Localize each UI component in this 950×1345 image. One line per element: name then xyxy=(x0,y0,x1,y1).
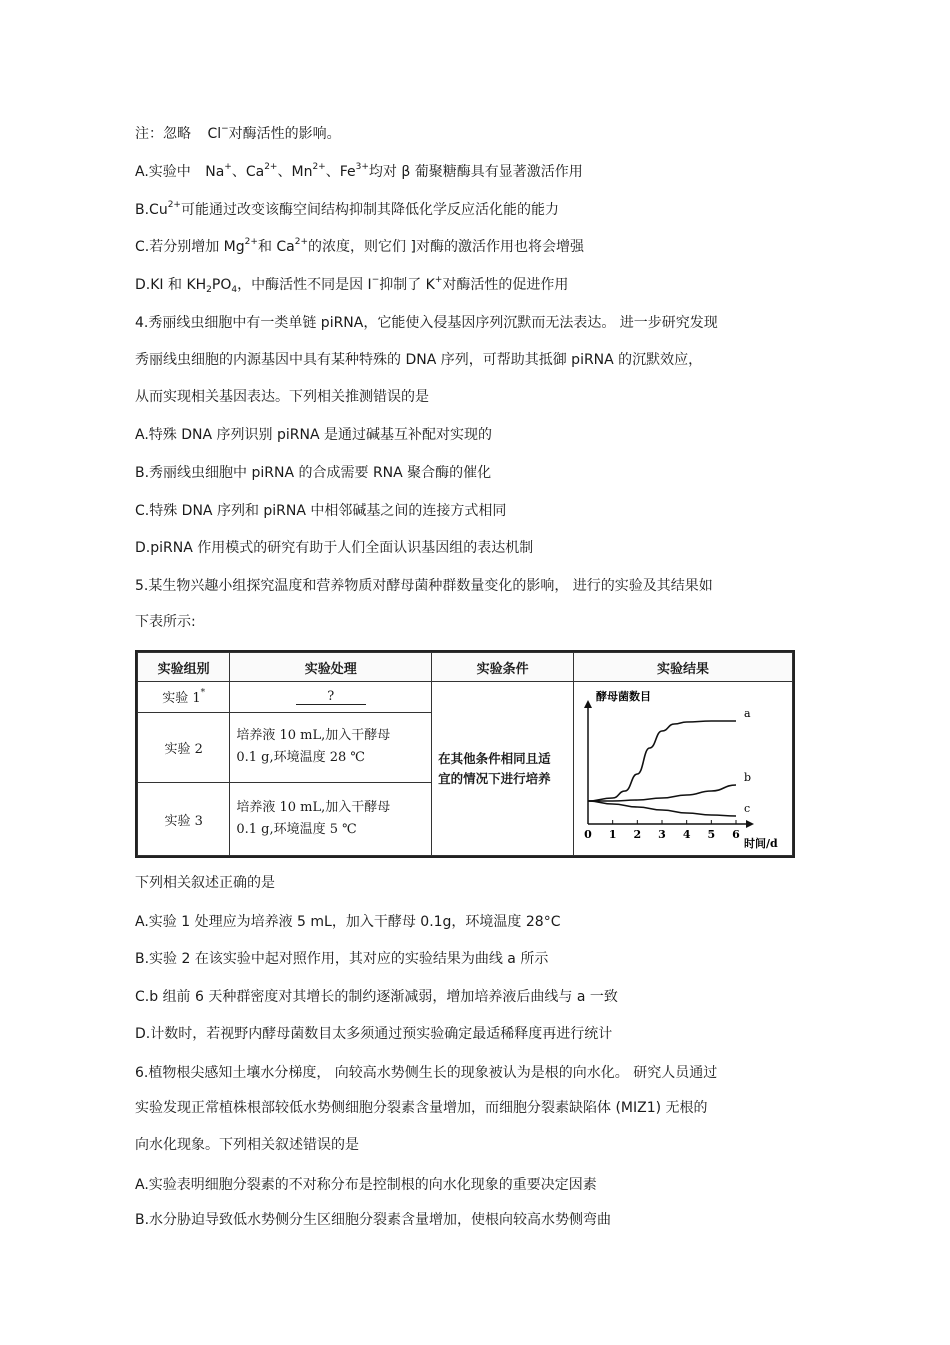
yeast-growth-chart xyxy=(574,684,792,854)
q6-stem-1: 6.植物根尖感知土壤水分梯度， 向较高水势侧生长的现象被认为是根的向水化。 研究人员通过 xyxy=(135,1065,718,1081)
x-axis-label: 时间/d xyxy=(744,836,778,850)
x-axis-arrow xyxy=(746,820,754,828)
curve-c xyxy=(588,801,736,816)
q4-stem-1: 4.秀丽线虫细胞中有一类单链 piRNA，它能使入侵基因序列沉默而无法表达。 进一步研究发现 xyxy=(135,315,718,331)
q3-a-prefix: A.实验中 xyxy=(135,164,191,180)
ion-fe: Fe xyxy=(339,164,356,180)
ion-mg-charge: 2+ xyxy=(244,237,258,247)
q3-c-mid: 和 Ca xyxy=(257,239,295,255)
q3-option-c xyxy=(135,237,584,257)
q3-c-rest: 的浓度，则它们 ]对酶的激活作用也将会增强 xyxy=(308,239,584,255)
row1-asterisk: * xyxy=(200,688,206,699)
sep: 、 xyxy=(325,164,340,180)
q5-stem-1: 5.某生物兴趣小组探究温度和营养物质对酵母菌种群数量变化的影响， 进行的实验及其结果如 xyxy=(135,578,713,594)
q6-option-a: A.实验表明细胞分裂素的不对称分布是控制根的向水化现象的重要决定因素 xyxy=(135,1177,597,1193)
row1-blank: ? xyxy=(296,689,366,705)
q3-a-rest: 均对 β 葡聚糖酶具有显著激活作用 xyxy=(368,164,583,180)
header-group: 实验组别 xyxy=(138,653,230,682)
condition-line-1: 在其他条件相同且适 xyxy=(438,750,551,766)
q5-option-c: C.b 组前 6 天种群密度对其增长的制约逐渐减弱，增加培养液后曲线与 a 一致 xyxy=(135,989,618,1005)
chart-ticks xyxy=(584,820,740,841)
row2-treat-line-1: 培养液 10 mL,加入干酵母 xyxy=(236,728,391,744)
q3-c-prefix: C.若分别增加 Mg xyxy=(135,239,245,255)
chart-axes xyxy=(584,700,754,828)
q3-option-d xyxy=(135,275,568,295)
q6-option-b: B.水分胁迫导致低水势侧分生区细胞分裂素含量增加，使根向较高水势侧弯曲 xyxy=(135,1212,612,1228)
header-result: 实验结果 xyxy=(574,653,793,682)
x-tick-label: 2 xyxy=(633,827,642,841)
q3-d-mid2: 抑制了 K xyxy=(379,277,435,293)
row3-treat-line-1: 培养液 10 mL,加入干酵母 xyxy=(236,800,391,816)
x-tick-label: 4 xyxy=(682,827,691,841)
row1-group-label: 实验 1 xyxy=(162,691,201,707)
row3-treatment xyxy=(230,783,432,856)
q4-stem-3: 从而实现相关基因表达。下列相关推测错误的是 xyxy=(135,389,429,405)
x-tick-label: 6 xyxy=(732,827,740,841)
note-ion-charge: − xyxy=(221,124,229,134)
note-prefix: 注：忽略 xyxy=(135,126,191,142)
ion-ca-charge: 2+ xyxy=(264,162,278,172)
q4-option-d: D.piRNA 作用模式的研究有助于人们全面认识基因组的表达机制 xyxy=(135,540,534,556)
sub-2: 2 xyxy=(206,285,212,295)
condition-line-2: 宜的情况下进行培养 xyxy=(438,770,551,786)
curve-label-a: a xyxy=(744,706,751,720)
x-tick-label: 1 xyxy=(608,827,617,841)
ion-i-charge: − xyxy=(371,275,380,285)
ion-ca-charge: 2+ xyxy=(294,237,309,247)
ion-k-charge: + xyxy=(434,275,443,285)
curve-label-c: c xyxy=(744,801,751,815)
q6-stem-2: 实验发现正常植株根部较低水势侧细胞分裂素含量增加，而细胞分裂素缺陷体 (MIZ1) 无根的 xyxy=(135,1100,708,1116)
curve-label-b: b xyxy=(744,770,752,784)
ion-mn-charge: 2+ xyxy=(312,162,326,172)
row2-treat-line-2: 0.1 g,环境温度 28 ℃ xyxy=(236,750,365,766)
q3-option-a xyxy=(135,162,583,182)
row2-treatment xyxy=(230,712,432,783)
q4-option-a: A.特殊 DNA 序列识别 piRNA 是通过碱基互补配对实现的 xyxy=(135,427,492,443)
q5-option-a: A.实验 1 处理应为培养液 5 mL，加入干酵母 0.1g，环境温度 28°C xyxy=(135,914,561,930)
ion-fe-charge: 3+ xyxy=(355,162,369,172)
chart-curves xyxy=(588,707,751,816)
y-axis-label: 酵母菌数目 xyxy=(596,689,651,703)
sub-4: 4 xyxy=(231,285,238,295)
q3-d-rest: 对酶活性的促进作用 xyxy=(442,277,569,293)
curve-a xyxy=(588,721,736,801)
row3-group: 实验 3 xyxy=(138,783,230,856)
row2-group: 实验 2 xyxy=(138,712,230,783)
note-ion: Cl xyxy=(207,126,222,142)
row3-treat-line-2: 0.1 g,环境温度 5 ℃ xyxy=(236,822,357,838)
result-cell xyxy=(574,682,793,856)
row1-group xyxy=(138,682,230,712)
q4-option-b: B.秀丽线虫细胞中 piRNA 的合成需要 RNA 聚合酶的催化 xyxy=(135,465,492,481)
q5-option-d: D.计数时，若视野内酵母菌数目太多须通过预实验确定最适稀释度再进行统计 xyxy=(135,1026,613,1042)
q3-b-prefix: B.Cu xyxy=(135,202,168,218)
experiment-table xyxy=(135,650,795,858)
ion-mn: Mn xyxy=(291,164,313,180)
po: PO xyxy=(211,277,232,293)
q3-b-rest: 可能通过改变该酶空间结构抑制其降低化学反应活化能的能力 xyxy=(180,202,559,218)
row1-treatment xyxy=(230,682,432,712)
ion-ca: Ca xyxy=(245,164,265,180)
q3-option-b xyxy=(135,200,559,220)
ion-na-charge: + xyxy=(224,162,232,172)
note-line xyxy=(135,124,341,144)
x-tick-label: 5 xyxy=(707,827,716,841)
sep: 、 xyxy=(231,164,246,180)
q3-d-mid: ，中酶活性不同是因 I xyxy=(237,277,372,293)
x-tick-label: 3 xyxy=(658,827,666,841)
y-axis-arrow xyxy=(584,700,592,708)
note-suffix: 对酶活性的影响。 xyxy=(228,126,341,142)
x-tick-label: 0 xyxy=(584,827,592,841)
header-treatment: 实验处理 xyxy=(230,653,432,682)
q5-stem-2: 下表所示: xyxy=(135,614,196,630)
condition-cell xyxy=(432,682,574,856)
q5-follow: 下列相关叙述正确的是 xyxy=(135,875,275,891)
q4-option-c: C.特殊 DNA 序列和 piRNA 中相邻碱基之间的连接方式相同 xyxy=(135,503,507,519)
ion-cu-charge: 2+ xyxy=(167,200,181,210)
q3-d-prefix: D.KI 和 KH xyxy=(135,277,207,293)
q6-stem-3: 向水化现象。下列相关叙述错误的是 xyxy=(135,1137,359,1153)
ion-na: Na xyxy=(205,164,225,180)
q4-stem-2: 秀丽线虫细胞的内源基因中具有某种特殊的 DNA 序列，可帮助其抵御 piRNA 的沉默效应， xyxy=(135,352,703,368)
sep: 、 xyxy=(277,164,292,180)
header-condition: 实验条件 xyxy=(432,653,574,682)
q5-option-b: B.实验 2 在该实验中起对照作用，其对应的实验结果为曲线 a 所示 xyxy=(135,951,549,967)
